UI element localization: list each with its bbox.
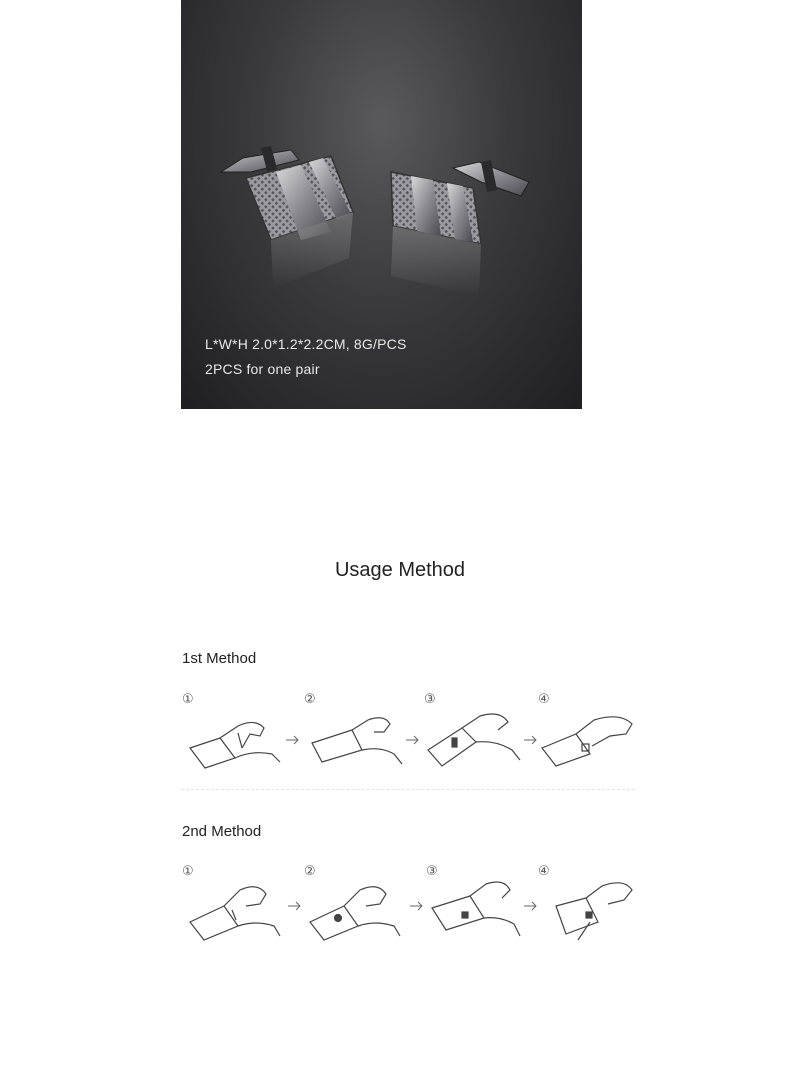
method-2-title: 2nd Method — [182, 823, 262, 840]
usage-method-title: Usage Method — [334, 559, 466, 581]
arrow-right-icon — [524, 736, 536, 744]
step-number: ① — [182, 864, 194, 879]
arrow-right-icon — [288, 902, 300, 910]
arrow-right-icon — [406, 736, 418, 744]
arrow-right-icon — [410, 902, 422, 910]
method-1-step-1 — [182, 692, 280, 768]
method-1-step-4 — [538, 692, 632, 766]
method-2-steps — [180, 860, 640, 950]
method-1-steps — [180, 688, 640, 778]
method-2-step-3 — [426, 864, 520, 936]
step-number: ① — [182, 692, 194, 707]
method-2-step-4 — [538, 864, 632, 940]
step-number: ② — [304, 692, 316, 707]
arrow-right-icon — [286, 736, 298, 744]
method-2-step-1 — [182, 864, 280, 940]
step-number: ③ — [424, 692, 436, 707]
step-number: ④ — [538, 864, 550, 879]
step-number: ③ — [426, 864, 438, 879]
method-1-step-3 — [424, 692, 520, 766]
method-1-title: 1st Method — [182, 650, 257, 667]
step-number: ② — [304, 864, 316, 879]
spec-dimensions: L*W*H 2.0*1.2*2.2CM, 8G/PCS — [205, 336, 407, 352]
method-2-step-2 — [304, 864, 400, 940]
spec-pair-count: 2PCS for one pair — [205, 361, 320, 377]
section-divider — [181, 789, 635, 790]
method-1-step-2 — [304, 692, 402, 764]
arrow-right-icon — [524, 902, 536, 910]
product-photo — [181, 0, 582, 409]
step-number: ④ — [538, 692, 550, 707]
